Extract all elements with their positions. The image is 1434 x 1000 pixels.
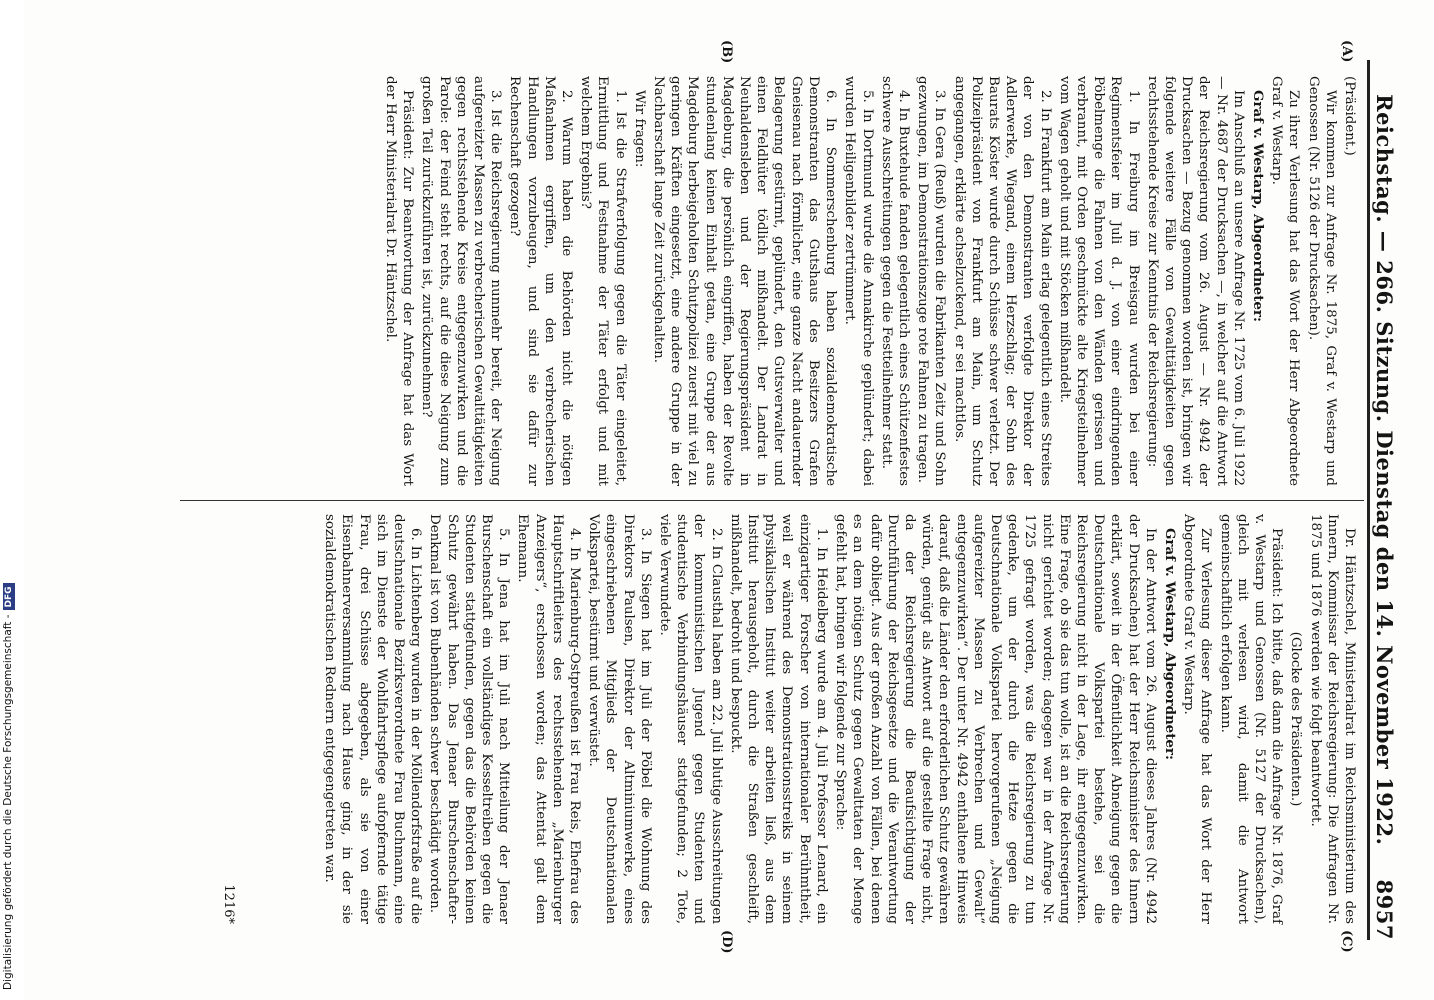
paragraph: 1. In Heidelberg wurde am 4. Juli Professor Lenard, ein einzigartiger Forscher von internationaler Berühmtheit, weil er während des Demonstrationsstreiks in seinem physikalischen Institut weiter arbeiten ließ, aus dem Institut herausgeholt, durch die Straßen geschleift, mißhandelt, bedroht und bespuckt. — [727, 514, 829, 924]
paragraph: 6. In Lichtenberg wurden in der Möllendorfstraße auf die deutschnationale Bezirksverordnete Frau Buchmann, eine sich im Dienste der Wohlfahrtspflege aufopfernde tätige Frau, drei Schüsse abgegeben, als sie von einer Eisenbahnerversammlung nach Hause ging, in der sie sozialdemokratischen Rednern entgegengetreten war. — [322, 514, 424, 924]
speaker-line: Graf v. Westarp, Abgeordneter: — [1161, 528, 1178, 760]
left-column — [380, 76, 1358, 486]
paragraph: Präsident: Ich bitte, daß dann die Anfrage Nr. 1876, Graf v. Westarp und Genossen (Nr. 5127 der Drucksachen), gleich mit verlesen wird, damit die Antwort gemeinschaftlich erfolgen kann. — [1217, 514, 1285, 924]
margin-letter-a: (A) — [1339, 40, 1354, 63]
paragraph: 4. In Marienburg-Ostpreußen ist Frau Reis, Ehefrau des Hauptschriftleiters des rechtsstehenden „Marienburger Anzeigers“, erschossen worden; das Attentat galt dem Ehemann. — [515, 514, 583, 924]
header-rule — [1367, 60, 1370, 940]
stage-direction: (Glocke des Präsidenten.) — [1288, 631, 1304, 807]
paragraph: Dr. Häntzschel, Ministerialrat im Reichsministerium des Innern, Kommissar der Reichsregierung: Die Anfragen Nr. 1875 und 1876 werden wie folgt beantwortet. — [1307, 514, 1357, 924]
paragraph: 6. In Sommerschenburg haben sozialdemokratische Demonstranten das Gutshaus des Besitzers Grafen Gneisenau nach förmlicher, eine ganze Nacht andauernder Belagerung gestürmt, geplündert, den Gutsverwalter und einen Feldhüter tödlich mißhandelt. Der Landrat in Neuhaldensleben und der Regierungspräsident in Magdeburg, die persönlich eingriffen, haben der Revolte stundenlang keinen Einhalt getan, eine Gruppe der aus Magdeburg herbeigeholten Schutzpolizei zuerst mit viel zu geringen Kräften eingesetzt, eine andere Gruppe in der Nachbarschaft lange Zeit zurückgehalten. — [651, 76, 839, 486]
paragraph: 5. In Jena hat im Juli nach Mitteilung der Jenaer Burschenschaft ein vollständiges Kesseltreiben gegen die Studenten stattgefunden, gegen das die Behörden keinen Schutz gewährt haben. Das Jenaer Burschenschafter-Denkmal ist von Bubenhänden schwer beschädigt worden. — [427, 514, 512, 924]
page-number: 8957 — [1372, 879, 1397, 940]
paragraph: Wir kommen zur Anfrage Nr. 1875, Graf v. Westarp und Genossen (Nr. 5126 der Drucksachen). — [1305, 76, 1338, 486]
speaker-line: Graf v. Westarp, Abgeordneter: — [1249, 90, 1266, 322]
paragraph: 3. In Siegen hat im Juli der Pöbel die Wohnung des Direktors Paulsen, Direktor der Altminiumwerke, eines eingeschriebenen Mitglieds der Deutschnationalen Volkspartei, bestürmt und verwüstet. — [586, 514, 653, 924]
paragraph: 5. In Dortmund wurde die Annakirche geplündert; dabei wurden Heiligenbilder zertrümmert. — [842, 76, 875, 486]
paragraph: Zur Verlesung dieser Anfrage hat das Wort der Herr Abgeordnete Graf v. Westarp. — [1181, 514, 1214, 924]
paragraph: In der Antwort vom 26. August dieses Jahres (Nr. 4942 der Drucksachen) hat der Herr Reichsminister des Innern erklärt, soweit in der Öffentlichkeit Abneigung gegen die Deutschnationale Volkspartei bestehe, sei die Reichsregierung nicht in der Lage, ihr entgegenzuwirken. Eine Frage, ob sie das tun wolle, ist an die Reichsregierung nicht gerichtet worden; dagegen war in der Anfrage Nr. 1725 gefragt worden, was die Reichsregierung zu tun gedenke, um der durch die Hetze gegen die Deutschnationale Volkspartei hervorgerufenen „Neigung aufgereizter Massen zu Verbrechen und Gewalt“ entgegenzuwirken“. Der unter Nr. 4942 enthaltene Hinweis darauf, daß die Länder den erforderlichen Schutz gewähren würden, genügt als Antwort auf die gestellte Frage nicht, da der Reichsregierung die Beaufsichtigung der Durchführung der Reichsgesetze und die Verantwortung dafür obliegt. Aus der großen Anzahl von Fällen, bei denen es an dem nötigen Schutz gegen Gewalttaten der Menge gefehlt hat, bringen wir folgende zur Sprache: — [833, 514, 1158, 924]
digitization-note — [2, 10, 20, 990]
page-footer: 1216* — [221, 884, 236, 924]
page-header — [1372, 60, 1400, 940]
paragraph: 2. In Frankfurt am Main erlag gelegentlich eines Streites der von den Demonstranten verfolgte Direktor der Adlerwerke, Wiegand, einem Herzschlag; der Sohn des Baurats Köster wurde durch Schüsse schwer verletzt. Der Polizeipräsident von Frankfurt am Main, um Schutz angegangen, erklärte achselzuckend, er sei machtlos. — [951, 76, 1053, 486]
paragraph: 1. Ist die Strafverfolgung gegen die Täter eingeleitet, Ermittlung und Festnahme der Täter erfolgt und mit welchem Ergebnis? — [578, 76, 628, 486]
dfg-logo: DFG — [3, 583, 15, 610]
paragraph: Zu ihrer Verlesung hat das Wort der Herr Abgeordnete Graf v. Westarp. — [1269, 76, 1302, 486]
margin-letter-c: (C) — [1339, 930, 1354, 953]
digitization-text: Digitalisierung gefördert durch die Deutsche Forschungsgemeinschaft - — [2, 614, 14, 990]
digitization-sidebar — [0, 0, 24, 1000]
paragraph: Wir fragen: — [631, 90, 647, 168]
paragraph: 1. In Freiburg im Breisgau wurden bei einer Regimentsfeier im Juli d. J. von einer eindringenden Pöbelmenge die Fahnen von den Wänden gerissen und verbrannt, mit Orden geschmückte alte Kriegsteilnehmer vom Wagen geholt und mit Stöcken mißhandelt. — [1056, 76, 1141, 486]
header-title: Reichstag. — 266. Sitzung. Dienstag den 14. November 1922. — [1372, 94, 1397, 846]
paragraph: 2. In Clausthal haben am 22. Juli blutige Ausschreitungen der kommunistischen Jugend gegen Studenten und studentische Verbindungshäuser stattgefunden; 2 Tote, viele Verwundete. — [657, 514, 724, 924]
paragraph: 2. Warum haben die Behörden nicht die nötigen Maßnahmen ergriffen, um den verbrecherischen Handlungen vorzubeugen, und sind sie dafür zur Rechenschaft gezogen? — [507, 76, 575, 486]
margin-letter-b: (B) — [719, 40, 734, 64]
margin-letter-d: (D) — [719, 930, 734, 954]
paragraph: 3. In Gera (Reuß) wurden die Fabrikanten Zeitz und Sohn gezwungen, im Demonstrationszuge rote Fahnen zu tragen. — [915, 76, 948, 486]
paragraph: Im Anschluß an unsere Anfrage Nr. 1725 vom 6. Juli 1922 — Nr. 4687 der Drucksachen —, in welcher auf die Antwort der Reichsregierung vom 26. August — Nr. 4942 der Drucksachen — Bezug genommen worden ist, bringen wir folgende weitere Fälle von Gewalttätigkeiten gegen rechtsstehende Kreise zur Kenntnis der Reichsregierung: — [1144, 76, 1246, 486]
paragraph: Präsident: Zur Beantwortung der Anfrage hat das Wort der Herr Ministerialrat Dr. Häntzschel. — [383, 76, 416, 486]
column-divider — [180, 500, 1364, 501]
right-column — [319, 514, 1358, 924]
paragraph: 4. In Buxtehude fanden gelegentlich eines Schützenfestes schwere Ausschreitungen gegen die Festteilnehmer statt. — [878, 76, 911, 486]
paragraph: (Präsident.) — [1342, 76, 1357, 156]
paragraph: 3. Ist die Reichsregierung nunmehr bereit, der Neigung aufgereizter Massen zu verbrecherischen Gewalttätigkeiten gegen rechtsstehende Kreise entgegenzuwirken und die Parole: der Feind steht rechts, auf die diese Neigung zum großen Teil zurückzuführen ist, zurückzunehmen? — [419, 76, 504, 486]
